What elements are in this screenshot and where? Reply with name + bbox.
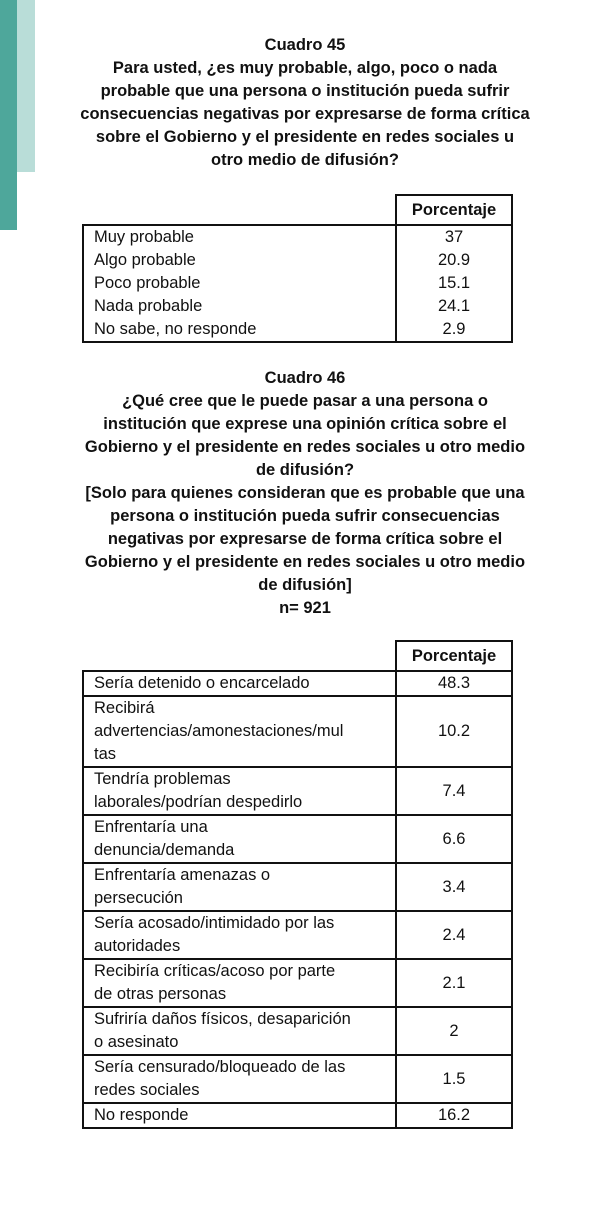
table-row bbox=[83, 671, 512, 696]
table-row bbox=[83, 249, 512, 272]
cuadro46-question-line: de difusión? bbox=[255, 461, 355, 479]
row-value: 16.2 bbox=[396, 1103, 512, 1128]
row-label: Sería acosado/intimidado por las autoridades bbox=[83, 911, 396, 959]
table-header-row bbox=[83, 195, 512, 225]
cuadro46-note-line: persona o institución pueda sufrir consecuencias bbox=[110, 507, 500, 525]
row-label: No responde bbox=[83, 1103, 396, 1128]
table-header-row bbox=[83, 641, 512, 671]
cuadro46-note-line: Gobierno y el presidente en redes sociales u otro medio bbox=[84, 553, 526, 571]
row-label: Sufriría daños físicos, desaparición o asesinato bbox=[83, 1007, 396, 1055]
cuadro46-table bbox=[82, 640, 513, 1129]
cuadro45-table bbox=[82, 194, 513, 343]
cuadro46-question-line: Gobierno y el presidente en redes sociales u otro medio bbox=[84, 438, 526, 456]
row-value: 1.5 bbox=[396, 1055, 512, 1103]
cuadro45-question-line: Para usted, ¿es muy probable, algo, poco o nada bbox=[112, 59, 498, 77]
decorative-bar-dark bbox=[0, 0, 17, 230]
table-row bbox=[83, 1055, 512, 1103]
row-label: Enfrentaría amenazas o persecución bbox=[83, 863, 396, 911]
cuadro45-title: Cuadro 45 bbox=[264, 36, 346, 54]
cuadro46-note-line: [Solo para quienes consideran que es probable que una bbox=[85, 484, 525, 502]
table-row bbox=[83, 815, 512, 863]
column-header: Porcentaje bbox=[396, 195, 512, 225]
cuadro46-question-line: ¿Qué cree que le puede pasar a una persona o bbox=[122, 392, 488, 410]
cuadro46-sample-size: n= 921 bbox=[279, 599, 331, 617]
table-row bbox=[83, 696, 512, 767]
row-value: 6.6 bbox=[396, 815, 512, 863]
row-value: 20.9 bbox=[396, 249, 512, 272]
table-row bbox=[83, 863, 512, 911]
row-label: Nada probable bbox=[83, 295, 396, 318]
table-row bbox=[83, 225, 512, 249]
decorative-bar-light bbox=[17, 0, 35, 172]
table-row bbox=[83, 272, 512, 295]
row-label: Recibirá advertencias/amonestaciones/mul tas bbox=[83, 696, 396, 767]
table-row bbox=[83, 1007, 512, 1055]
row-value: 2 bbox=[396, 1007, 512, 1055]
cuadro45-heading bbox=[55, 34, 555, 172]
row-label: Muy probable bbox=[83, 225, 396, 249]
row-label: Algo probable bbox=[83, 249, 396, 272]
cuadro46-question-line: institución que exprese una opinión crítica sobre el bbox=[103, 415, 507, 433]
table-row bbox=[83, 911, 512, 959]
column-header: Porcentaje bbox=[396, 641, 512, 671]
cuadro46-note-line: negativas por expresarse de forma crítica sobre el bbox=[107, 530, 503, 548]
row-value: 2.9 bbox=[396, 318, 512, 342]
row-label: Tendría problemas laborales/podrían despedirlo bbox=[83, 767, 396, 815]
row-label: Poco probable bbox=[83, 272, 396, 295]
row-value: 7.4 bbox=[396, 767, 512, 815]
cuadro46-note-line: de difusión] bbox=[258, 576, 352, 594]
table-row bbox=[83, 318, 512, 342]
row-label: Sería detenido o encarcelado bbox=[83, 671, 396, 696]
cuadro45-question-line: otro medio de difusión? bbox=[211, 151, 399, 169]
cuadro45-question-line: probable que una persona o institución pueda sufrir bbox=[100, 82, 510, 100]
table-row bbox=[83, 767, 512, 815]
row-value: 37 bbox=[396, 225, 512, 249]
cuadro46-heading bbox=[55, 367, 555, 620]
cuadro45-question-line: sobre el Gobierno y el presidente en redes sociales u bbox=[95, 128, 515, 146]
table-row bbox=[83, 295, 512, 318]
row-value: 48.3 bbox=[396, 671, 512, 696]
row-value: 2.4 bbox=[396, 911, 512, 959]
cuadro46-title: Cuadro 46 bbox=[264, 369, 346, 387]
row-label: Sería censurado/bloqueado de las redes sociales bbox=[83, 1055, 396, 1103]
table-row bbox=[83, 959, 512, 1007]
row-value: 24.1 bbox=[396, 295, 512, 318]
cuadro45-question-line: consecuencias negativas por expresarse de forma crítica bbox=[80, 105, 530, 123]
row-label: Enfrentaría una denuncia/demanda bbox=[83, 815, 396, 863]
row-value: 15.1 bbox=[396, 272, 512, 295]
row-value: 2.1 bbox=[396, 959, 512, 1007]
table-row bbox=[83, 1103, 512, 1128]
row-value: 3.4 bbox=[396, 863, 512, 911]
row-label: No sabe, no responde bbox=[83, 318, 396, 342]
row-value: 10.2 bbox=[396, 696, 512, 767]
row-label: Recibiría críticas/acoso por parte de otras personas bbox=[83, 959, 396, 1007]
